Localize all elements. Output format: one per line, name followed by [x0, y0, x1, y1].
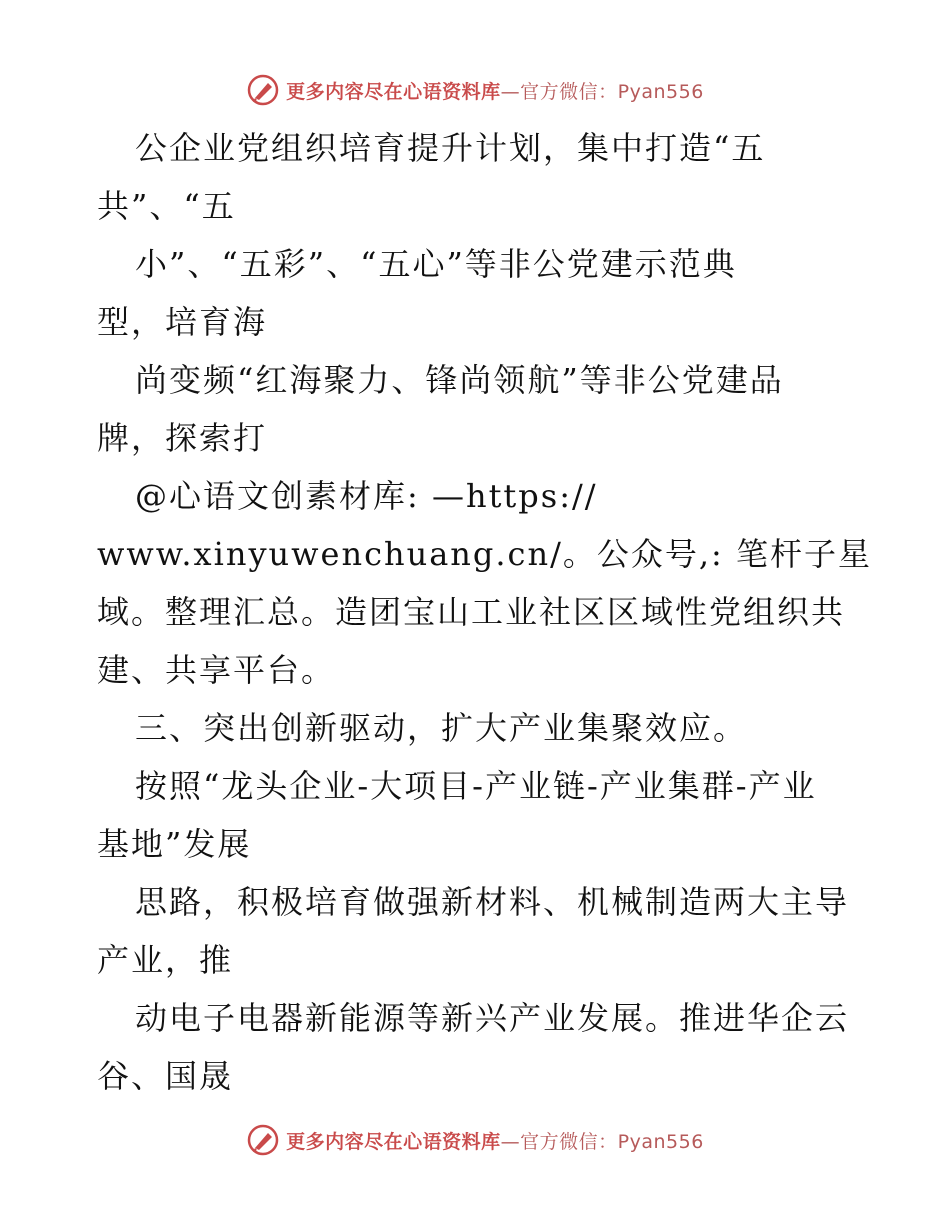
text-line: 型，培育海 — [97, 303, 268, 341]
text-line: 共”、“五 — [97, 187, 236, 225]
banner-sub: —官方微信：Pyan556 — [500, 1130, 704, 1153]
text-line: 三、突出创新驱动，扩大产业集聚效应。 — [135, 709, 748, 747]
pen-nib-seal-icon — [246, 1123, 280, 1157]
text-line: 公企业党组织培育提升计划，集中打造“五 — [135, 129, 766, 167]
banner-text — [286, 1127, 704, 1154]
text-line: 小”、“五彩”、“五心”等非公党建示范典 — [135, 245, 737, 283]
text-line: 尚变频“红海聚力、锋尚领航”等非公党建品 — [135, 361, 784, 399]
text-line: 建、共享平台。 — [97, 651, 336, 689]
banner-main: 更多内容尽在心语资料库 — [286, 1130, 501, 1153]
banner-sub: —官方微信：Pyan556 — [500, 80, 704, 103]
text-line: 谷、国晟 — [97, 1057, 234, 1095]
text-line: 按照“龙头企业-大项目-产业链-产业集群-产业 — [135, 767, 817, 805]
banner-main: 更多内容尽在心语资料库 — [286, 80, 501, 103]
text-line: 思路，积极培育做强新材料、机械制造两大主导 — [135, 883, 850, 921]
text-line: www.xinyuwenchuang.cn/。公众号,: 笔杆子星 — [97, 535, 872, 573]
text-line: @心语文创素材库: —https:// — [135, 477, 598, 515]
text-line: 牌，探索打 — [97, 419, 268, 457]
header-banner — [0, 70, 950, 110]
text-line: 产业，推 — [97, 941, 234, 979]
footer-banner — [0, 1120, 950, 1160]
text-line: 基地”发展 — [97, 825, 252, 863]
text-line: 域。整理汇总。造团宝山工业社区区域性党组织共 — [97, 593, 846, 631]
pen-nib-seal-icon — [246, 73, 280, 107]
text-line: 动电子电器新能源等新兴产业发展。推进华企云 — [135, 999, 850, 1037]
banner-text — [286, 77, 704, 104]
